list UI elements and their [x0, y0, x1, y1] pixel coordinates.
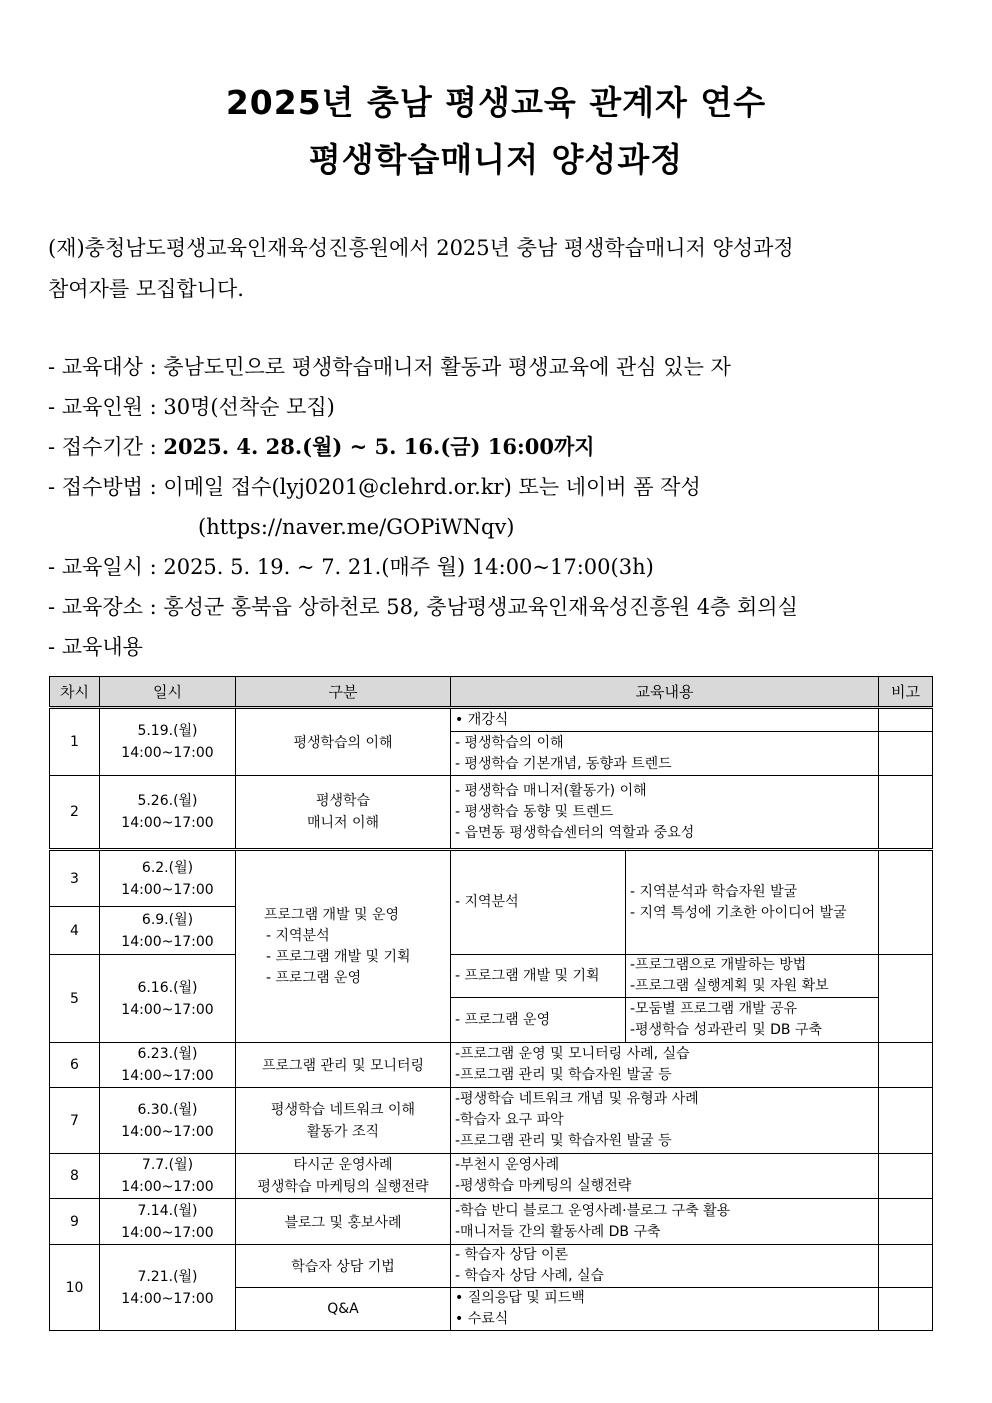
session-number: 8: [50, 1154, 100, 1199]
note-cell: [879, 955, 933, 1043]
content-line: -평생학습 네트워크 개념 및 유형과 사례: [455, 1091, 699, 1107]
session-date: [100, 907, 236, 955]
table-header-row: [50, 677, 933, 708]
date-day: 6.23.(월): [137, 1046, 198, 1062]
category-line: - 프로그램 개발 및 기획: [266, 948, 411, 965]
category-line: 프로그램 개발 및 운영: [264, 906, 400, 923]
content-line: - 평생학습 매니저(활동가) 이해: [455, 782, 647, 799]
content-line: -모둠별 프로그램 개발 공유: [630, 1001, 798, 1017]
session-date: [100, 1245, 236, 1331]
date-time: 14:00~17:00: [121, 881, 214, 898]
date-day: 7.7.(월): [141, 1157, 194, 1173]
date-day: 5.19.(월): [137, 723, 198, 739]
session-category: [236, 850, 451, 1043]
date-time: 14:00~17:00: [121, 1179, 214, 1195]
info-method-value[interactable]: 이메일 접수(lyj0201@clehrd.or.kr) 또는 네이버 폼 작성: [163, 475, 701, 499]
category-line: 평생학습 마케팅의 실행전략: [257, 1179, 429, 1195]
content-line: - 학습자 상담 사례, 실습: [455, 1268, 605, 1284]
info-method: [48, 467, 968, 507]
table-row: [50, 850, 933, 907]
date-day: 6.30.(월): [137, 1101, 198, 1118]
info-method-label: - 접수방법 :: [48, 475, 164, 499]
info-period: [48, 427, 968, 467]
content-line: - 읍면동 평생학습센터의 역할과 중요성: [455, 824, 695, 841]
table-row: [50, 1088, 933, 1154]
info-date-label: - 교육일시 :: [48, 555, 164, 579]
content-cell: [451, 1288, 879, 1331]
session-category: 평생학습의 이해: [236, 708, 451, 776]
date-day: 5.26.(월): [137, 793, 198, 809]
info-target-value: 충남도민으로 평생학습매니저 활동과 평생교육에 관심 있는 자: [163, 355, 731, 379]
date-time: 14:00~17:00: [121, 745, 214, 761]
subtopic-cell: - 프로그램 운영: [451, 998, 626, 1043]
content-line: -프로그램 실행계획 및 자원 확보: [630, 978, 829, 994]
info-place-value: 홍성군 홍북읍 상하천로 58, 충남평생교육인재육성진흥원 4층 회의실: [163, 595, 798, 619]
date-day: 6.9.(월): [141, 911, 194, 928]
content-line: -평생학습 성과관리 및 DB 구축: [630, 1022, 823, 1038]
session-category: Q&A: [236, 1288, 451, 1331]
note-cell: [879, 1288, 933, 1331]
content-line: - 평생학습의 이해: [455, 734, 564, 751]
table-row: [50, 1199, 933, 1245]
category-line: 평생학습 네트워크 이해: [270, 1101, 416, 1118]
session-category: [236, 776, 451, 850]
content-line: - 지역 특성에 기초한 아이디어 발굴: [630, 904, 847, 921]
table-row: [50, 1043, 933, 1088]
page-title: 2025년 충남 평생교육 관계자 연수: [225, 83, 767, 122]
info-place: [48, 587, 968, 627]
session-date: [100, 1088, 236, 1154]
info-place-label: - 교육장소 :: [48, 595, 164, 619]
note-cell: [879, 1043, 933, 1088]
session-number: 5: [50, 955, 100, 1043]
session-category: [236, 1154, 451, 1199]
category-line: 평생학습: [315, 793, 371, 809]
intro-line-1: (재)충청남도평생교육인재육성진흥원에서 2025년 충남 평생학습매니저 양성과정: [48, 236, 794, 260]
note-cell: [879, 1154, 933, 1199]
content-cell: [451, 1043, 879, 1088]
session-number: 4: [50, 907, 100, 955]
header-category: 구분: [236, 677, 451, 708]
content-cell: [451, 732, 879, 776]
category-line: - 지역분석: [266, 927, 330, 944]
intro-line-2: 참여자를 모집합니다.: [48, 277, 244, 301]
content-line: -학습자 요구 파악: [455, 1112, 564, 1128]
content-line: -매니저들 간의 활동사례 DB 구축: [455, 1223, 661, 1240]
content-line: -부천시 운영사례: [455, 1157, 560, 1173]
content-line: • 수료식: [455, 1311, 509, 1327]
date-time: 14:00~17:00: [121, 1123, 214, 1140]
content-cell: [626, 998, 879, 1043]
session-number: 1: [50, 708, 100, 776]
session-date: [100, 955, 236, 1043]
subtopic-cell: - 지역분석: [451, 850, 626, 955]
session-date: [100, 1199, 236, 1245]
session-category: 학습자 상담 기법: [236, 1245, 451, 1288]
info-method-url[interactable]: (https://naver.me/GOPiWNqv): [198, 515, 515, 539]
session-date: [100, 776, 236, 850]
content-line: - 지역분석과 학습자원 발굴: [630, 883, 798, 900]
category-line: 활동가 조직: [306, 1123, 380, 1140]
date-time: 14:00~17:00: [121, 933, 214, 950]
content-line: -학습 반디 블로그 운영사례·블로그 구축 활용: [455, 1202, 731, 1219]
session-date: [100, 1154, 236, 1199]
note-cell: [879, 1245, 933, 1288]
table-row: [50, 776, 933, 850]
info-target: [48, 347, 968, 387]
subtopic-cell: - 프로그램 개발 및 기획: [451, 955, 626, 998]
session-number: 10: [50, 1245, 100, 1331]
page-subtitle: 평생학습매니저 양성과정: [308, 140, 684, 179]
content-cell: [451, 1199, 879, 1245]
info-count: [48, 387, 968, 427]
content-line: -평생학습 마케팅의 실행전략: [455, 1178, 632, 1194]
session-date: [100, 1043, 236, 1088]
session-number: 6: [50, 1043, 100, 1088]
session-number: 2: [50, 776, 100, 850]
table-row: [50, 1245, 933, 1288]
category-line: 타시군 운영사례: [293, 1157, 393, 1173]
content-line: -프로그램으로 개발하는 방법: [630, 957, 807, 973]
content-line: - 평생학습 기본개념, 동향과 트렌드: [455, 755, 672, 772]
date-day: 7.14.(월): [137, 1202, 198, 1219]
header-session: 차시: [50, 677, 100, 708]
content-cell: • 개강식: [451, 708, 879, 732]
info-content-label: - 교육내용: [48, 635, 143, 659]
date-time: 14:00~17:00: [121, 1001, 214, 1018]
category-line: 매니저 이해: [306, 815, 380, 831]
table-row: [50, 955, 933, 998]
note-cell: [879, 1088, 933, 1154]
note-cell: [879, 776, 933, 850]
content-cell: [451, 1154, 879, 1199]
session-number: 7: [50, 1088, 100, 1154]
date-day: 6.2.(월): [141, 859, 194, 876]
content-cell: [451, 1245, 879, 1288]
session-category: 블로그 및 홍보사례: [236, 1199, 451, 1245]
date-day: 7.21.(월): [137, 1268, 198, 1285]
info-date: [48, 547, 968, 587]
content-line: -프로그램 운영 및 모니터링 사례, 실습: [455, 1046, 690, 1062]
date-day: 6.16.(월): [137, 979, 198, 996]
info-count-value: 30명(선착순 모집): [163, 395, 335, 419]
content-line: - 학습자 상담 이론: [455, 1247, 569, 1263]
note-cell: [879, 708, 933, 732]
content-cell: [451, 776, 879, 850]
schedule-table: [49, 676, 933, 1331]
content-line: -프로그램 관리 및 학습자원 발굴 등: [455, 1067, 672, 1083]
info-period-value: 2025. 4. 28.(월) ~ 5. 16.(금) 16:00까지: [163, 434, 595, 459]
header-note: 비고: [879, 677, 933, 708]
date-time: 14:00~17:00: [121, 1290, 214, 1307]
session-category: [236, 1088, 451, 1154]
session-category: 프로그램 관리 및 모니터링: [236, 1043, 451, 1088]
content-cell: [626, 850, 879, 955]
date-time: 14:00~17:00: [121, 1068, 214, 1084]
session-number: 9: [50, 1199, 100, 1245]
content-cell: [626, 955, 879, 998]
table-row: [50, 708, 933, 732]
info-count-label: - 교육인원 :: [48, 395, 164, 419]
info-date-value: 2025. 5. 19. ~ 7. 21.(매주 월) 14:00~17:00(3h): [163, 555, 654, 579]
note-cell: [879, 850, 933, 955]
session-date: [100, 850, 236, 907]
table-row: [50, 1154, 933, 1199]
content-line: • 질의응답 및 피드백: [455, 1290, 585, 1306]
date-time: 14:00~17:00: [121, 815, 214, 831]
note-cell: [879, 732, 933, 776]
category-line: - 프로그램 운영: [266, 969, 362, 986]
info-period-label: - 접수기간 :: [48, 435, 164, 459]
header-content: 교육내용: [451, 677, 879, 708]
header-datetime: 일시: [100, 677, 236, 708]
date-time: 14:00~17:00: [121, 1224, 214, 1241]
content-cell: [451, 1088, 879, 1154]
session-number: 3: [50, 850, 100, 907]
info-target-label: - 교육대상 :: [48, 355, 164, 379]
note-cell: [879, 1199, 933, 1245]
content-line: - 평생학습 동향 및 트렌드: [455, 803, 614, 820]
session-date: [100, 708, 236, 776]
content-line: -프로그램 관리 및 학습자원 발굴 등: [455, 1133, 672, 1149]
